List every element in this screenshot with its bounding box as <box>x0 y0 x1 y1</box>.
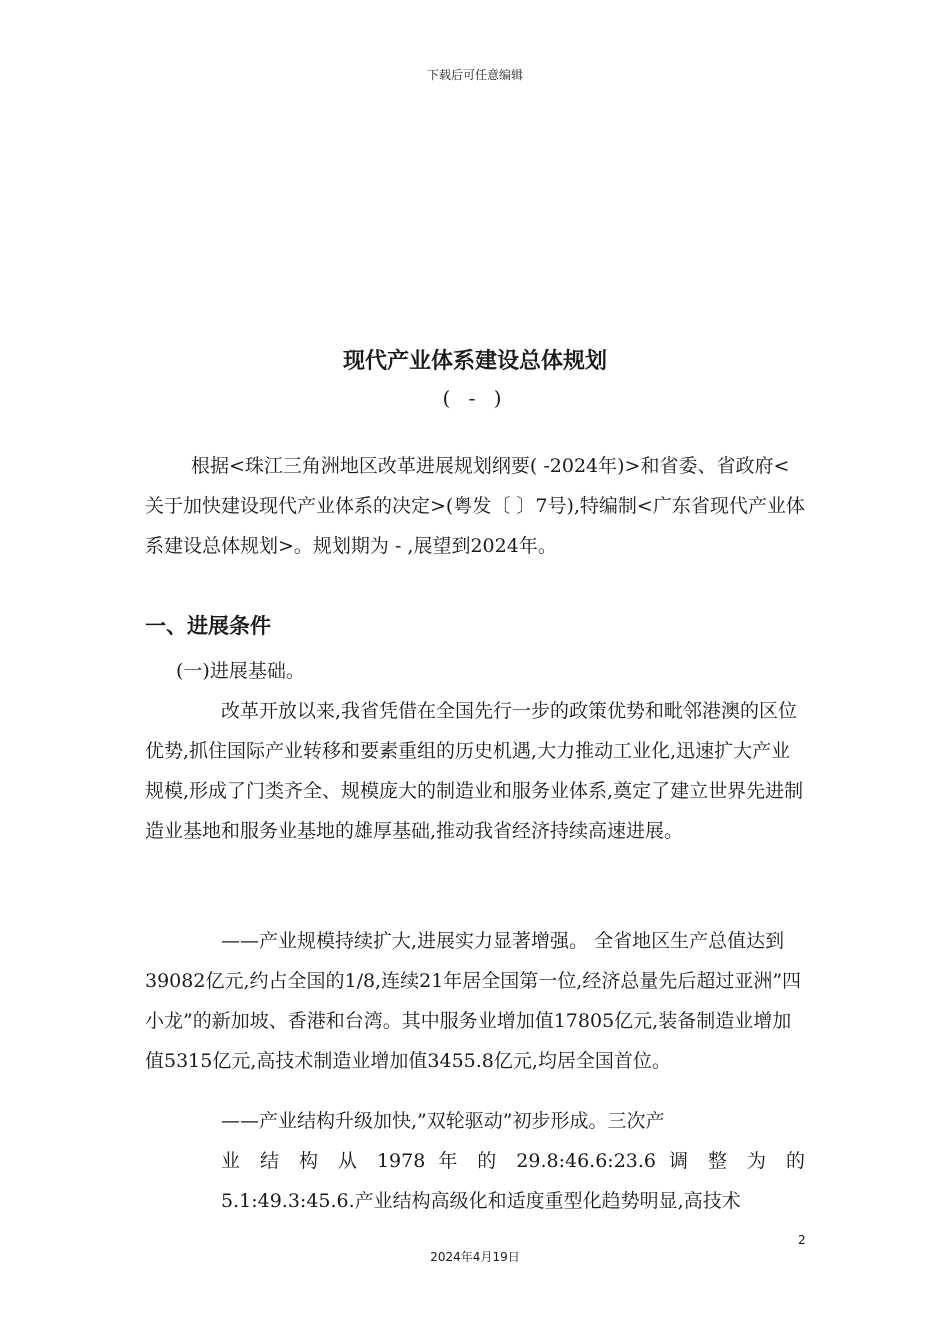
document-subtitle: ( - ) <box>442 386 508 410</box>
paragraph-line: ——产业结构升级加快,”双轮驱动”初步形成。三次产 <box>221 1110 665 1132</box>
intro-paragraph: 根据<珠江三角洲地区改革进展规划纲要( -2024年)>和省委、省政府<关于加快建设现代产业体系的决定>(粤发〔 〕7号),特编制<广东省现代产业体系建设总体规划>。规划期为 - ,展望到2024年。 <box>145 455 805 557</box>
document-title: 现代产业体系建设总体规划 <box>342 349 607 374</box>
paragraph-line: 5.1:49.3:45.6.产业结构高级化和适度重型化趋势明显,高技术 <box>221 1190 741 1212</box>
page-number: 2 <box>798 1233 806 1247</box>
subsection-heading: (一)进展基础。 <box>176 660 305 682</box>
section-heading: 一、进展条件 <box>145 614 271 638</box>
page-header: 下载后可任意编辑 <box>426 68 523 82</box>
paragraph-line: 业 结 构 从 1978 年 的 29.8:46.6:23.6 调 整 为 的 <box>221 1150 805 1172</box>
paragraph-development-basis: 改革开放以来,我省凭借在全国先行一步的政策优势和毗邻港澳的区位优势,抓住国际产业转移和要素重组的历史机遇,大力推动工业化,迅速扩大产业规模,形成了门类齐全、规模庞大的制造业和服务业体系,奠定了建立世界先进制造业基地和服务业基地的雄厚基础,推动我省经济持续高速进展。 <box>145 700 804 842</box>
paragraph-industry-scale: ——产业规模持续扩大,进展实力显著增强。 全省地区生产总值达到39082亿元,约占全国的1/8,连续21年居全国第一位,经济总量先后超过亚洲”四小龙”的新加坡、香港和台湾。其中服务业增加值17805亿元,装备制造业增加值5315亿元,高技术制造业增加值3455.8亿元,均居全国首位。 <box>145 930 802 1072</box>
paragraph-industry-structure <box>145 1101 805 1221</box>
page-footer-date: 2024年4月19日 <box>430 1250 520 1264</box>
